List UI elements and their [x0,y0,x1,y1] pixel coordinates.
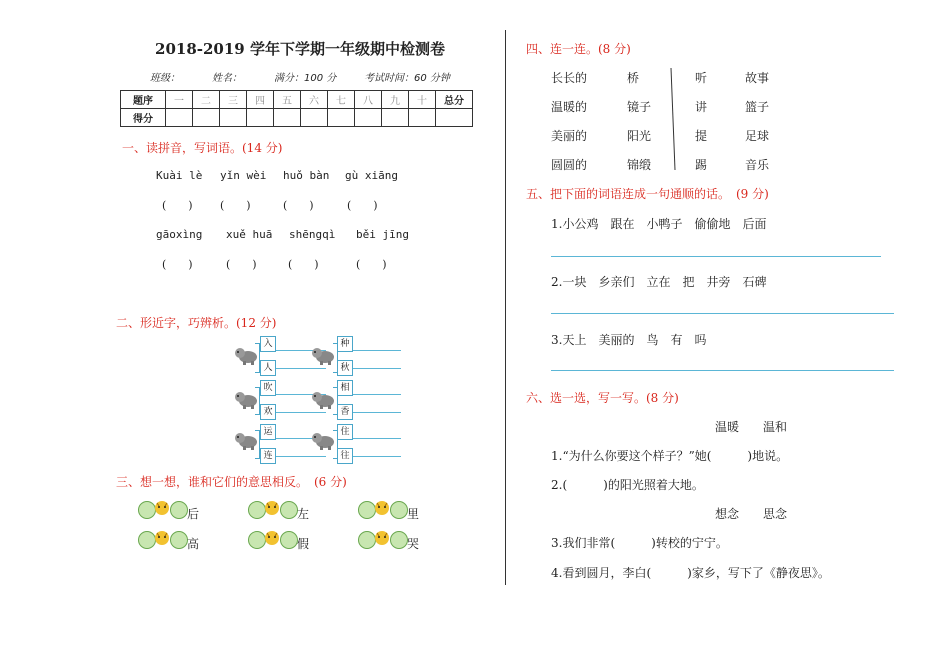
section-3-heading: 三、想一想，谁和它们的意思相反。 (6 分) [116,475,347,489]
write-line [276,456,326,457]
char-box: 入 [260,336,276,352]
fill-question[interactable]: 2.( )的阳光照着大地。 [551,478,704,492]
pinyin: xuě huā [226,228,273,241]
score-cell: 八 [355,91,382,109]
page-title: 2018-2019 学年下学期一年级期中检测卷 [155,40,445,58]
write-line [276,368,326,369]
char-box: 连 [260,448,276,464]
char-box: 欢 [260,404,276,420]
fill-question[interactable]: 3.我们非常( )转校的宁宁。 [551,536,728,550]
section-1-heading: 一、读拼音，写词语。(14 分) [122,141,283,155]
match-word[interactable]: 圆圆的 [551,158,588,172]
score-input-cell[interactable] [301,109,328,127]
antonym-word: 高 [187,537,200,551]
section-4-heading: 四、连一连。(8 分) [526,42,631,56]
char-box: 往 [337,448,353,464]
antonym-word: 左 [297,507,310,521]
answer-blank[interactable]: ( ) [288,258,319,271]
pinyin: Kuài lè [156,169,203,182]
answer-blank[interactable]: ( ) [226,258,257,271]
match-word[interactable]: 温暖的 [551,100,588,114]
fill-question[interactable]: 1.“为什么你要这个样子？”她( )地说。 [551,449,789,463]
answer-oval[interactable] [170,531,188,549]
pinyin: gāoxìng [156,228,203,241]
pinyin: shēngqì [289,228,336,241]
write-line [353,368,401,369]
match-word[interactable]: 桥 [627,71,640,85]
tiger-icon [372,529,392,547]
answer-blank[interactable]: ( ) [220,199,251,212]
sentence-words: 2.一块 乡亲们 立在 把 井旁 石碑 [551,275,767,289]
write-line [353,350,401,351]
tiger-icon [262,499,282,517]
write-line [276,412,326,413]
score-row-label: 得分 [121,109,166,127]
score-cell: 七 [328,91,355,109]
write-line [353,394,401,395]
char-box: 秋 [337,360,353,376]
word-choice-pair: 想念 思念 [715,507,788,521]
column-separator-line [668,66,678,172]
score-input-cell[interactable] [166,109,193,127]
score-cell: 二 [193,91,220,109]
match-word[interactable]: 镜子 [627,100,652,114]
tiger-icon [152,499,172,517]
pinyin: gù xiāng [345,169,398,182]
answer-blank[interactable]: ( ) [283,199,314,212]
score-cell: 十 [409,91,436,109]
char-box: 香 [337,404,353,420]
name-label: 姓名： [212,73,242,84]
char-box: 人 [260,360,276,376]
answer-oval[interactable] [170,501,188,519]
answer-oval[interactable] [280,501,298,519]
score-table-header-row [121,91,473,109]
antonym-word: 假 [297,537,310,551]
match-word[interactable]: 篮子 [745,100,770,114]
score-cell: 三 [220,91,247,109]
match-word[interactable]: 踢 [695,158,708,172]
section-6-heading: 六、选一选，写一写。(8 分) [526,391,679,405]
score-cell: 一 [166,91,193,109]
answer-oval[interactable] [280,531,298,549]
score-input-cell[interactable] [274,109,301,127]
score-input-cell[interactable] [247,109,274,127]
answer-line[interactable] [551,313,894,314]
sentence-words: 1.小公鸡 跟在 小鸭子 偷偷地 后面 [551,217,767,231]
score-table [120,90,473,127]
tiger-icon [152,529,172,547]
score-cell: 五 [274,91,301,109]
write-line [353,412,401,413]
score-input-cell[interactable] [328,109,355,127]
match-word[interactable]: 讲 [695,100,708,114]
match-word[interactable]: 美丽的 [551,129,588,143]
section-5-heading: 五、把下面的词语连成一句通顺的话。 (9 分) [526,187,769,201]
section-2-heading: 二、形近字，巧辨析。(12 分) [116,316,277,330]
antonym-word: 哭 [407,537,420,551]
match-word[interactable]: 长长的 [551,71,588,85]
answer-line[interactable] [551,256,881,257]
tiger-icon [262,529,282,547]
answer-oval[interactable] [390,531,408,549]
score-input-cell[interactable] [193,109,220,127]
pinyin: běi jīng [356,228,409,241]
fill-question[interactable]: 4.看到圆月，李白( )家乡，写下了《静夜思》。 [551,566,830,580]
match-word[interactable]: 锦缎 [627,158,652,172]
char-box: 运 [260,424,276,440]
answer-blank[interactable]: ( ) [356,258,387,271]
match-word[interactable]: 故事 [745,71,770,85]
char-box: 相 [337,380,353,396]
word-choice-pair: 温暖 温和 [715,420,788,434]
score-input-cell[interactable] [409,109,436,127]
char-box: 住 [337,424,353,440]
score-input-cell[interactable] [355,109,382,127]
score-input-cell[interactable] [436,109,473,127]
score-cell: 九 [382,91,409,109]
match-word[interactable]: 阳光 [627,129,652,143]
match-word[interactable]: 足球 [745,129,770,143]
antonym-word: 后 [187,507,200,521]
column-divider [505,30,506,585]
score-input-cell[interactable] [382,109,409,127]
full-score-label: 满分：100 分 [274,73,337,84]
score-cell: 总分 [436,91,473,109]
answer-line[interactable] [551,370,894,371]
class-label: 班级： [150,73,180,84]
answer-blank[interactable]: ( ) [162,199,193,212]
write-line [353,456,401,457]
answer-blank[interactable]: ( ) [162,258,193,271]
write-line [353,438,401,439]
answer-oval[interactable] [390,501,408,519]
pinyin: huǒ bàn [283,169,330,182]
match-word[interactable]: 提 [695,129,708,143]
match-word[interactable]: 听 [695,71,708,85]
score-cell: 六 [301,91,328,109]
score-input-cell[interactable] [220,109,247,127]
tiger-icon [372,499,392,517]
char-box: 吹 [260,380,276,396]
score-cell: 题序 [121,91,166,109]
score-table-score-row [121,109,473,127]
sentence-words: 3.天上 美丽的 鸟 有 吗 [551,333,707,347]
char-box: 种 [337,336,353,352]
antonym-word: 里 [407,507,420,521]
answer-blank[interactable]: ( ) [347,199,378,212]
score-cell: 四 [247,91,274,109]
exam-time-label: 考试时间：60 分钟 [364,73,450,84]
pinyin: yǐn wèi [220,169,267,182]
match-word[interactable]: 音乐 [745,158,770,172]
